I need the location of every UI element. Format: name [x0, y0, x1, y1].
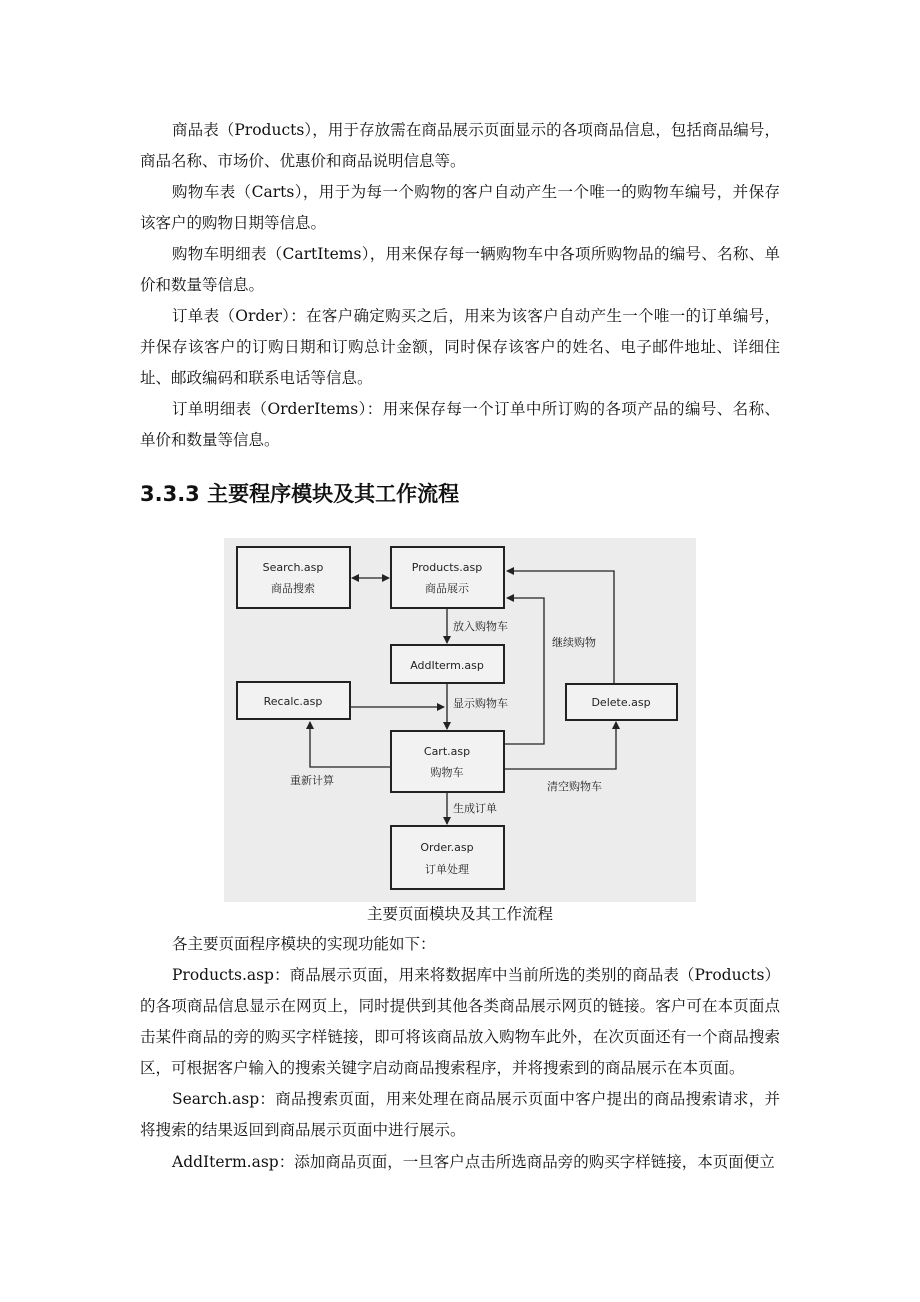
edge-cart-recalc	[310, 722, 390, 767]
node-delete-name: Delete.asp	[591, 696, 651, 709]
node-search-desc: 商品搜索	[271, 582, 315, 595]
node-products	[391, 547, 504, 608]
node-search	[237, 547, 350, 608]
figure-caption: 主要页面模块及其工作流程	[366, 905, 553, 923]
node-recalc-name: Recalc.asp	[263, 695, 323, 708]
node-order-desc: 订单处理	[425, 863, 469, 876]
paragraph-intro-modules: 各主要页面程序模块的实现功能如下：	[172, 935, 436, 953]
label-show-cart: 显示购物车	[453, 697, 508, 710]
node-delete	[566, 684, 677, 720]
workflow-diagram	[224, 538, 696, 902]
label-clear-cart: 清空购物车	[547, 780, 602, 793]
paragraph-additem-asp: AddIterm.asp：添加商品页面，一旦客户点击所选商品旁的购买字样链接，本页面便立	[172, 1153, 775, 1171]
node-products-name: Products.asp	[411, 561, 483, 574]
section-heading: 3.3.3 主要程序模块及其工作流程	[140, 482, 460, 506]
paragraph-products-table: 商品表（Products），用于存放需在商品展示页面显示的各项商品信息，包括商品编号，商品名称、市场价、优惠价和商品说明信息等。	[140, 121, 780, 170]
node-cart	[391, 731, 504, 792]
node-additem-name: AddIterm.asp	[410, 659, 484, 672]
edge-cart-products-continue	[505, 598, 544, 744]
node-recalc	[237, 682, 350, 719]
node-additem	[391, 645, 504, 683]
paragraph-products-asp: Products.asp：商品展示页面，用来将数据库中当前所选的类别的商品表（Products）的各项商品信息显示在网页上，同时提供到其他各类商品展示网页的链接。客户可在本页面点击某件商品的旁的购买字样链接，即可将该商品放入购物车此外，在次页面还有一个商品搜索区，可根据客户输入的搜索关键字启动商品搜索程序，并将搜索到的商品展示在本页面。	[140, 966, 780, 1077]
label-recalculate: 重新计算	[290, 774, 334, 787]
node-order	[391, 826, 504, 889]
paragraph-search-asp: Search.asp：商品搜索页面，用来处理在商品展示页面中客户提出的商品搜索请求，并将搜索的结果返回到商品展示页面中进行展示。	[140, 1090, 780, 1139]
node-search-name: Search.asp	[262, 561, 324, 574]
paragraph-order-table: 订单表（Order）：在客户确定购买之后，用来为该客户自动产生一个唯一的订单编号，并保存该客户的订购日期和订购总计金额，同时保存该客户的姓名、电子邮件地址、详细住址、邮政编码和联系电话等信息。	[140, 307, 780, 387]
node-order-name: Order.asp	[420, 841, 474, 854]
paragraph-cartitems-table: 购物车明细表（CartItems），用来保存每一辆购物车中各项所购物品的编号、名称、单价和数量等信息。	[140, 245, 780, 294]
label-create-order: 生成订单	[453, 802, 497, 815]
node-cart-name: Cart.asp	[423, 745, 471, 758]
edge-cart-delete	[505, 722, 616, 769]
paragraph-orderitems-table: 订单明细表（OrderItems）：用来保存每一个订单中所订购的各项产品的编号、名称、单价和数量等信息。	[140, 400, 780, 449]
edge-delete-products	[507, 571, 614, 683]
label-continue-shopping: 继续购物	[552, 636, 596, 649]
node-cart-desc: 购物车	[430, 766, 464, 779]
node-products-desc: 商品展示	[425, 582, 469, 595]
paragraph-carts-table: 购物车表（Carts），用于为每一个购物的客户自动产生一个唯一的购物车编号，并保存该客户的购物日期等信息。	[140, 183, 780, 232]
label-put-in-cart: 放入购物车	[453, 620, 508, 633]
